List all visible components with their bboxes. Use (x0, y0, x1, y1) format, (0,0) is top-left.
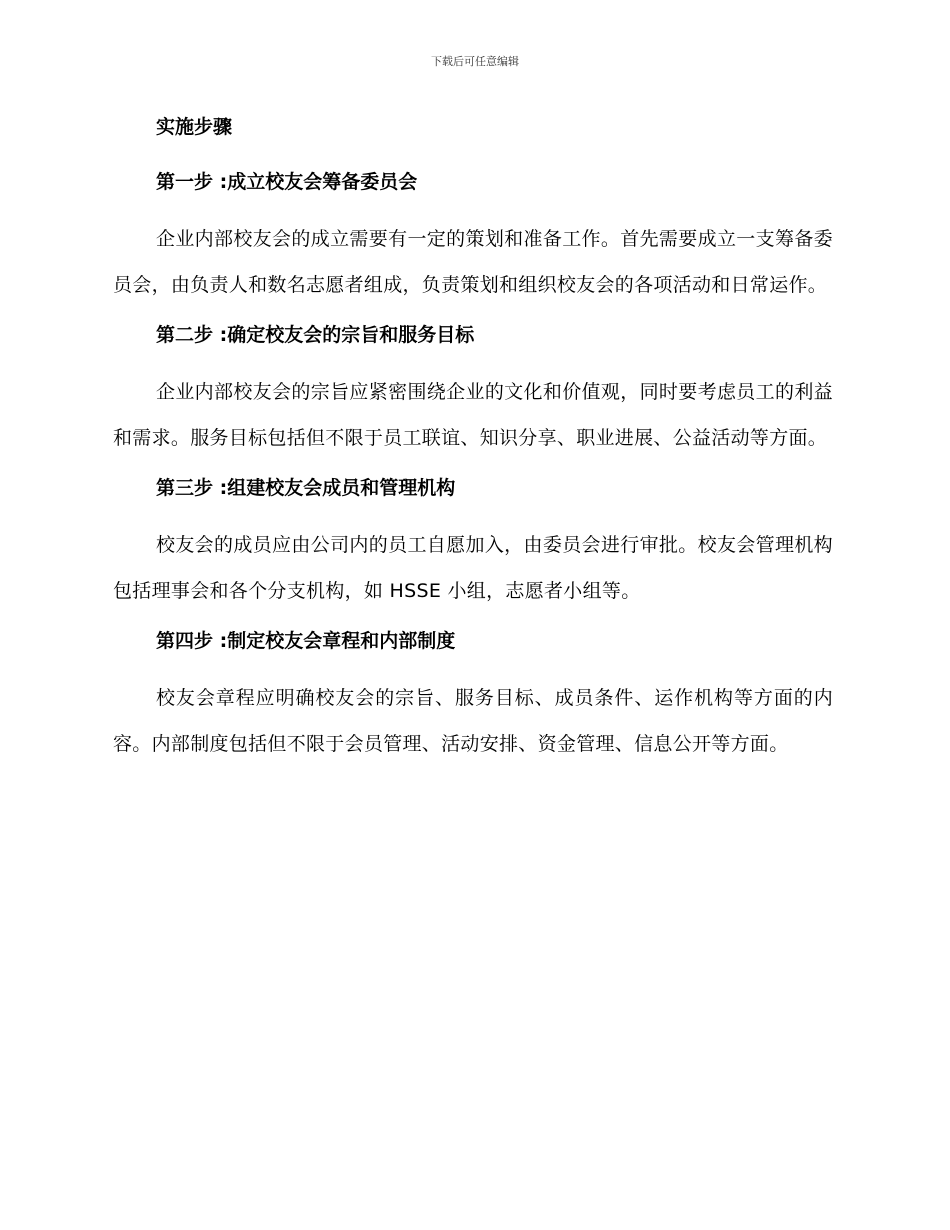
step-section-3 (113, 473, 833, 614)
document-title: 实施步骤 (156, 116, 233, 138)
step-heading: 第四步 :制定校友会章程和内部制度 (156, 630, 456, 652)
step-section-2 (113, 320, 833, 461)
step-paragraph: 企业内部校友会的宗旨应紧密围绕企业的文化和价值观，同时要考虑员工的利益和需求。服务目标包括但不限于员工联谊、知识分享、职业进展、公益活动等方面。 (113, 381, 833, 449)
step-section-1 (113, 167, 833, 308)
step-heading: 第二步 :确定校友会的宗旨和服务目标 (156, 324, 475, 346)
step-section-4 (113, 626, 833, 767)
step-heading: 第一步 :成立校友会筹备委员会 (156, 171, 418, 193)
page-header-note: 下载后可任意编辑 (431, 55, 519, 68)
step-heading: 第三步 :组建校友会成员和管理机构 (156, 477, 456, 499)
step-paragraph: 企业内部校友会的成立需要有一定的策划和准备工作。首先需要成立一支筹备委员会，由负责人和数名志愿者组成，负责策划和组织校友会的各项活动和日常运作。 (113, 228, 833, 296)
step-paragraph: 校友会的成员应由公司内的员工自愿加入，由委员会进行审批。校友会管理机构包括理事会和各个分支机构，如 HSSE 小组，志愿者小组等。 (113, 534, 833, 602)
step-paragraph: 校友会章程应明确校友会的宗旨、服务目标、成员条件、运作机构等方面的内容。内部制度包括但不限于会员管理、活动安排、资金管理、信息公开等方面。 (113, 687, 833, 755)
document-body (113, 112, 833, 779)
